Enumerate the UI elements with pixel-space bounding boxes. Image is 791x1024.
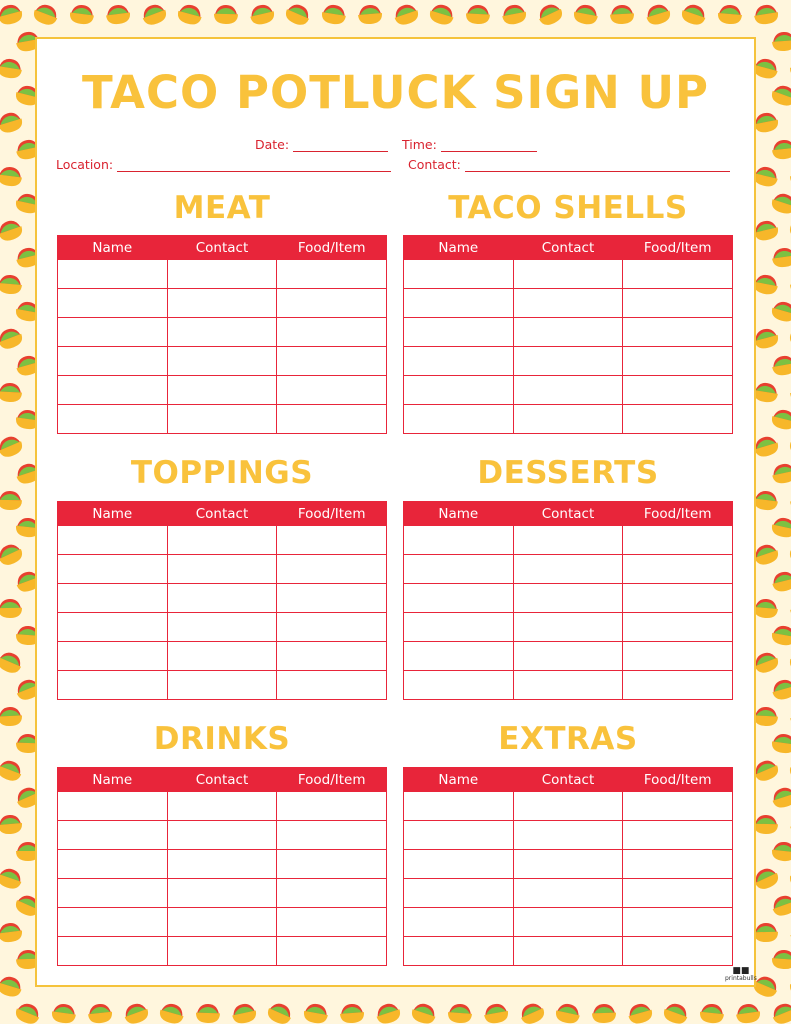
name-cell[interactable] bbox=[58, 821, 168, 850]
col-contact: Contact bbox=[513, 768, 623, 792]
brand-label: printabulls bbox=[725, 975, 757, 982]
col-contact: Contact bbox=[513, 236, 623, 260]
food-item-cell[interactable] bbox=[277, 347, 387, 376]
taco-icon bbox=[771, 139, 791, 160]
taco-icon bbox=[771, 31, 791, 52]
taco-icon bbox=[13, 1000, 42, 1024]
time-field[interactable] bbox=[402, 138, 537, 152]
taco-icon bbox=[752, 326, 780, 351]
food-item-cell[interactable] bbox=[623, 613, 733, 642]
table-row bbox=[58, 850, 387, 879]
taco-icon bbox=[0, 757, 24, 783]
taco-icon bbox=[554, 1002, 581, 1024]
col-contact: Contact bbox=[167, 502, 277, 526]
name-cell[interactable] bbox=[404, 526, 514, 555]
food-item-cell[interactable] bbox=[623, 671, 733, 700]
food-item-cell[interactable] bbox=[623, 318, 733, 347]
taco-icon bbox=[51, 1002, 77, 1024]
name-cell[interactable] bbox=[58, 526, 168, 555]
food-item-cell[interactable] bbox=[623, 642, 733, 671]
name-cell[interactable] bbox=[58, 555, 168, 584]
taco-icon bbox=[230, 1002, 257, 1024]
contact-cell[interactable] bbox=[513, 908, 623, 937]
taco-icon bbox=[0, 491, 22, 510]
table-desserts bbox=[403, 501, 733, 700]
table-taco-shells bbox=[403, 235, 733, 434]
section-title-drinks: DRINKS bbox=[153, 721, 291, 757]
contact-cell[interactable] bbox=[167, 347, 277, 376]
taco-icon bbox=[176, 2, 204, 27]
table-row bbox=[404, 879, 733, 908]
contact-cell[interactable] bbox=[167, 642, 277, 671]
table-row bbox=[58, 526, 387, 555]
name-cell[interactable] bbox=[58, 792, 168, 821]
table-meat bbox=[57, 235, 387, 434]
taco-icon bbox=[752, 165, 780, 189]
contact-cell[interactable] bbox=[513, 555, 623, 584]
date-line[interactable] bbox=[293, 139, 388, 152]
name-cell[interactable] bbox=[58, 879, 168, 908]
col-name: Name bbox=[58, 502, 168, 526]
taco-icon bbox=[302, 1002, 329, 1024]
brand-logo bbox=[725, 968, 757, 982]
food-item-cell[interactable] bbox=[277, 879, 387, 908]
taco-icon bbox=[409, 1001, 438, 1024]
taco-icon bbox=[644, 2, 673, 27]
table-row bbox=[58, 879, 387, 908]
section-title-extras: EXTRAS bbox=[498, 721, 638, 757]
table-row bbox=[58, 937, 387, 966]
contact-field[interactable] bbox=[408, 158, 730, 172]
taco-icon bbox=[717, 4, 743, 25]
section-title-toppings: TOPPINGS bbox=[130, 455, 314, 491]
col-food-item: Food/Item bbox=[623, 502, 733, 526]
name-cell[interactable] bbox=[58, 937, 168, 966]
contact-cell[interactable] bbox=[513, 792, 623, 821]
taco-icon bbox=[535, 1, 565, 28]
food-item-cell[interactable] bbox=[623, 376, 733, 405]
taco-icon bbox=[0, 218, 25, 244]
taco-icon bbox=[752, 219, 780, 243]
taco-icon bbox=[158, 1001, 186, 1024]
name-cell[interactable] bbox=[404, 376, 514, 405]
col-name: Name bbox=[404, 236, 514, 260]
food-item-cell[interactable] bbox=[623, 347, 733, 376]
name-cell[interactable] bbox=[404, 318, 514, 347]
col-name: Name bbox=[404, 768, 514, 792]
section-title-meat: MEAT bbox=[173, 190, 271, 226]
taco-icon bbox=[754, 923, 778, 942]
time-label: Time: bbox=[402, 137, 437, 152]
table-row bbox=[58, 376, 387, 405]
food-item-cell[interactable] bbox=[623, 850, 733, 879]
taco-icon bbox=[122, 1000, 151, 1024]
taco-icon bbox=[753, 598, 779, 619]
table-row bbox=[404, 613, 733, 642]
taco-icon bbox=[770, 624, 791, 647]
taco-icon bbox=[572, 3, 599, 26]
contact-cell[interactable] bbox=[513, 376, 623, 405]
contact-cell[interactable] bbox=[513, 879, 623, 908]
taco-icon bbox=[483, 1002, 510, 1024]
contact-cell[interactable] bbox=[513, 347, 623, 376]
name-cell[interactable] bbox=[58, 405, 168, 434]
table-row bbox=[404, 584, 733, 613]
food-item-cell[interactable] bbox=[623, 879, 733, 908]
name-cell[interactable] bbox=[404, 642, 514, 671]
food-item-cell[interactable] bbox=[623, 405, 733, 434]
contact-cell[interactable] bbox=[167, 289, 277, 318]
bull-icon: ■■ bbox=[732, 966, 750, 976]
food-item-cell[interactable] bbox=[277, 260, 387, 289]
contact-cell[interactable] bbox=[167, 526, 277, 555]
taco-icon bbox=[788, 542, 791, 567]
name-cell[interactable] bbox=[404, 347, 514, 376]
table-row bbox=[404, 821, 733, 850]
taco-icon bbox=[754, 815, 778, 834]
food-item-cell[interactable] bbox=[623, 289, 733, 318]
table-row bbox=[404, 318, 733, 347]
table-row bbox=[404, 289, 733, 318]
food-item-cell[interactable] bbox=[277, 584, 387, 613]
taco-icon bbox=[465, 4, 490, 24]
date-field[interactable] bbox=[255, 138, 388, 152]
table-drinks bbox=[57, 767, 387, 966]
taco-icon bbox=[771, 949, 791, 970]
name-cell[interactable] bbox=[58, 289, 168, 318]
contact-cell[interactable] bbox=[167, 671, 277, 700]
taco-icon bbox=[87, 1003, 113, 1024]
contact-cell[interactable] bbox=[167, 821, 277, 850]
taco-icon bbox=[770, 462, 791, 486]
taco-icon bbox=[0, 599, 22, 618]
name-cell[interactable] bbox=[58, 376, 168, 405]
food-item-cell[interactable] bbox=[623, 260, 733, 289]
table-row bbox=[58, 642, 387, 671]
food-item-cell[interactable] bbox=[277, 671, 387, 700]
name-cell[interactable] bbox=[58, 318, 168, 347]
contact-cell[interactable] bbox=[513, 821, 623, 850]
food-item-cell[interactable] bbox=[623, 937, 733, 966]
table-row bbox=[58, 347, 387, 376]
food-item-cell[interactable] bbox=[277, 289, 387, 318]
taco-icon bbox=[752, 273, 779, 296]
taco-icon bbox=[214, 5, 238, 24]
contact-cell[interactable] bbox=[513, 405, 623, 434]
table-row bbox=[58, 908, 387, 937]
contact-cell[interactable] bbox=[167, 792, 277, 821]
table-row bbox=[58, 792, 387, 821]
taco-icon bbox=[752, 434, 781, 459]
taco-icon bbox=[771, 354, 791, 377]
taco-icon bbox=[283, 1, 313, 28]
taco-icon bbox=[771, 841, 791, 862]
table-row bbox=[58, 821, 387, 850]
contact-cell[interactable] bbox=[513, 318, 623, 347]
name-cell[interactable] bbox=[404, 908, 514, 937]
taco-icon bbox=[753, 706, 778, 726]
table-row bbox=[404, 937, 733, 966]
contact-cell[interactable] bbox=[513, 671, 623, 700]
contact-cell[interactable] bbox=[513, 937, 623, 966]
contact-cell[interactable] bbox=[167, 584, 277, 613]
taco-icon bbox=[69, 4, 95, 26]
contact-cell[interactable] bbox=[167, 555, 277, 584]
taco-icon bbox=[610, 4, 635, 24]
name-cell[interactable] bbox=[404, 850, 514, 879]
location-field[interactable] bbox=[56, 158, 391, 172]
food-item-cell[interactable] bbox=[277, 821, 387, 850]
name-cell[interactable] bbox=[58, 260, 168, 289]
col-contact: Contact bbox=[167, 236, 277, 260]
name-cell[interactable] bbox=[404, 792, 514, 821]
table-row bbox=[404, 671, 733, 700]
taco-icon bbox=[0, 814, 23, 835]
taco-icon bbox=[770, 677, 791, 702]
col-food-item: Food/Item bbox=[623, 236, 733, 260]
taco-icon bbox=[0, 433, 25, 460]
date-label: Date: bbox=[255, 137, 290, 152]
food-item-cell[interactable] bbox=[277, 613, 387, 642]
col-name: Name bbox=[58, 768, 168, 792]
name-cell[interactable] bbox=[404, 821, 514, 850]
section-title-taco-shells: TACO SHELLS bbox=[448, 190, 688, 226]
name-cell[interactable] bbox=[404, 555, 514, 584]
contact-cell[interactable] bbox=[167, 908, 277, 937]
taco-icon bbox=[771, 246, 791, 268]
taco-icon bbox=[661, 1000, 690, 1024]
section-title-desserts: DESSERTS bbox=[477, 455, 659, 491]
name-cell[interactable] bbox=[58, 642, 168, 671]
taco-icon bbox=[679, 2, 708, 28]
taco-icon bbox=[248, 3, 276, 27]
taco-icon bbox=[787, 217, 791, 244]
food-item-cell[interactable] bbox=[623, 821, 733, 850]
contact-cell[interactable] bbox=[167, 613, 277, 642]
taco-icon bbox=[735, 1002, 761, 1024]
food-item-cell[interactable] bbox=[623, 584, 733, 613]
time-line[interactable] bbox=[441, 139, 537, 152]
name-cell[interactable] bbox=[58, 613, 168, 642]
name-cell[interactable] bbox=[58, 584, 168, 613]
taco-icon bbox=[140, 1, 169, 27]
contact-cell[interactable] bbox=[167, 376, 277, 405]
taco-icon bbox=[0, 974, 24, 999]
table-toppings bbox=[57, 501, 387, 700]
contact-line[interactable] bbox=[465, 159, 730, 172]
table-row bbox=[58, 584, 387, 613]
contact-cell[interactable] bbox=[513, 642, 623, 671]
contact-cell[interactable] bbox=[167, 405, 277, 434]
taco-icon bbox=[374, 1001, 403, 1024]
table-row bbox=[404, 792, 733, 821]
food-item-cell[interactable] bbox=[623, 792, 733, 821]
taco-icon bbox=[428, 2, 457, 27]
contact-cell[interactable] bbox=[167, 318, 277, 347]
taco-icon bbox=[392, 2, 421, 28]
name-cell[interactable] bbox=[404, 613, 514, 642]
table-row bbox=[404, 850, 733, 879]
taco-icon bbox=[770, 569, 791, 593]
page-title: TACO POTLUCK SIGN UP bbox=[81, 66, 710, 119]
table-row bbox=[404, 405, 733, 434]
table-row bbox=[404, 555, 733, 584]
taco-icon bbox=[517, 1000, 547, 1024]
table-row bbox=[404, 347, 733, 376]
taco-icon bbox=[770, 299, 791, 324]
location-line[interactable] bbox=[117, 159, 391, 172]
contact-cell[interactable] bbox=[513, 526, 623, 555]
taco-icon bbox=[0, 922, 23, 944]
taco-icon bbox=[447, 1003, 472, 1024]
taco-icon bbox=[770, 516, 791, 540]
food-item-cell[interactable] bbox=[623, 908, 733, 937]
table-row bbox=[404, 376, 733, 405]
taco-icon bbox=[769, 191, 791, 216]
taco-icon bbox=[770, 407, 791, 431]
taco-icon bbox=[105, 4, 131, 26]
contact-cell[interactable] bbox=[513, 850, 623, 879]
table-row bbox=[404, 908, 733, 937]
taco-icon bbox=[501, 3, 528, 26]
taco-icon bbox=[0, 325, 25, 351]
food-item-cell[interactable] bbox=[277, 908, 387, 937]
taco-icon bbox=[357, 4, 383, 25]
name-cell[interactable] bbox=[404, 289, 514, 318]
taco-icon bbox=[0, 649, 25, 676]
name-cell[interactable] bbox=[58, 347, 168, 376]
food-item-cell[interactable] bbox=[277, 376, 387, 405]
taco-icon bbox=[770, 1000, 791, 1024]
food-item-cell[interactable] bbox=[623, 555, 733, 584]
location-label: Location: bbox=[56, 157, 114, 172]
name-cell[interactable] bbox=[58, 671, 168, 700]
taco-icon bbox=[196, 1004, 221, 1024]
taco-icon bbox=[339, 1003, 364, 1024]
table-row bbox=[58, 555, 387, 584]
taco-icon bbox=[771, 732, 791, 754]
col-food-item: Food/Item bbox=[277, 768, 387, 792]
taco-icon bbox=[321, 3, 348, 26]
food-item-cell[interactable] bbox=[277, 792, 387, 821]
col-food-item: Food/Item bbox=[277, 236, 387, 260]
taco-icon bbox=[787, 325, 791, 351]
col-name: Name bbox=[404, 502, 514, 526]
food-item-cell[interactable] bbox=[277, 937, 387, 966]
contact-cell[interactable] bbox=[513, 613, 623, 642]
taco-icon bbox=[0, 706, 23, 726]
contact-cell[interactable] bbox=[513, 260, 623, 289]
col-name: Name bbox=[58, 236, 168, 260]
taco-icon bbox=[265, 1000, 295, 1024]
taco-icon bbox=[753, 3, 780, 26]
table-extras bbox=[403, 767, 733, 966]
taco-icon bbox=[0, 382, 22, 402]
taco-icon bbox=[592, 1004, 617, 1024]
food-item-cell[interactable] bbox=[277, 526, 387, 555]
name-cell[interactable] bbox=[404, 260, 514, 289]
table-row bbox=[58, 405, 387, 434]
taco-icon bbox=[787, 1, 791, 28]
contact-cell[interactable] bbox=[167, 850, 277, 879]
food-item-cell[interactable] bbox=[277, 850, 387, 879]
taco-icon bbox=[31, 1, 60, 27]
taco-icon bbox=[787, 434, 791, 460]
taco-icon bbox=[0, 166, 23, 188]
contact-cell[interactable] bbox=[167, 937, 277, 966]
table-row bbox=[58, 289, 387, 318]
taco-icon bbox=[753, 381, 780, 404]
table-row bbox=[58, 671, 387, 700]
name-cell[interactable] bbox=[404, 405, 514, 434]
table-row bbox=[58, 260, 387, 289]
contact-cell[interactable] bbox=[167, 879, 277, 908]
taco-icon bbox=[770, 785, 791, 810]
name-cell[interactable] bbox=[58, 850, 168, 879]
taco-icon bbox=[0, 541, 25, 568]
taco-icon bbox=[770, 892, 791, 918]
table-row bbox=[58, 318, 387, 347]
col-contact: Contact bbox=[167, 768, 277, 792]
food-item-cell[interactable] bbox=[623, 526, 733, 555]
name-cell[interactable] bbox=[404, 937, 514, 966]
taco-icon bbox=[752, 542, 781, 568]
taco-icon bbox=[753, 490, 779, 512]
name-cell[interactable] bbox=[404, 671, 514, 700]
table-row bbox=[404, 526, 733, 555]
food-item-cell[interactable] bbox=[277, 318, 387, 347]
taco-icon bbox=[699, 1003, 725, 1024]
table-row bbox=[404, 260, 733, 289]
name-cell[interactable] bbox=[58, 908, 168, 937]
food-item-cell[interactable] bbox=[277, 555, 387, 584]
col-food-item: Food/Item bbox=[623, 768, 733, 792]
taco-icon bbox=[626, 1001, 654, 1024]
taco-icon bbox=[0, 274, 23, 295]
contact-cell[interactable] bbox=[513, 289, 623, 318]
food-item-cell[interactable] bbox=[277, 405, 387, 434]
table-row bbox=[58, 613, 387, 642]
table-row bbox=[404, 642, 733, 671]
contact-cell[interactable] bbox=[513, 584, 623, 613]
name-cell[interactable] bbox=[404, 584, 514, 613]
contact-cell[interactable] bbox=[167, 260, 277, 289]
taco-icon bbox=[0, 2, 24, 27]
col-food-item: Food/Item bbox=[277, 502, 387, 526]
food-item-cell[interactable] bbox=[277, 642, 387, 671]
taco-icon bbox=[0, 866, 24, 892]
contact-label: Contact: bbox=[408, 157, 461, 172]
col-contact: Contact bbox=[513, 502, 623, 526]
name-cell[interactable] bbox=[404, 879, 514, 908]
